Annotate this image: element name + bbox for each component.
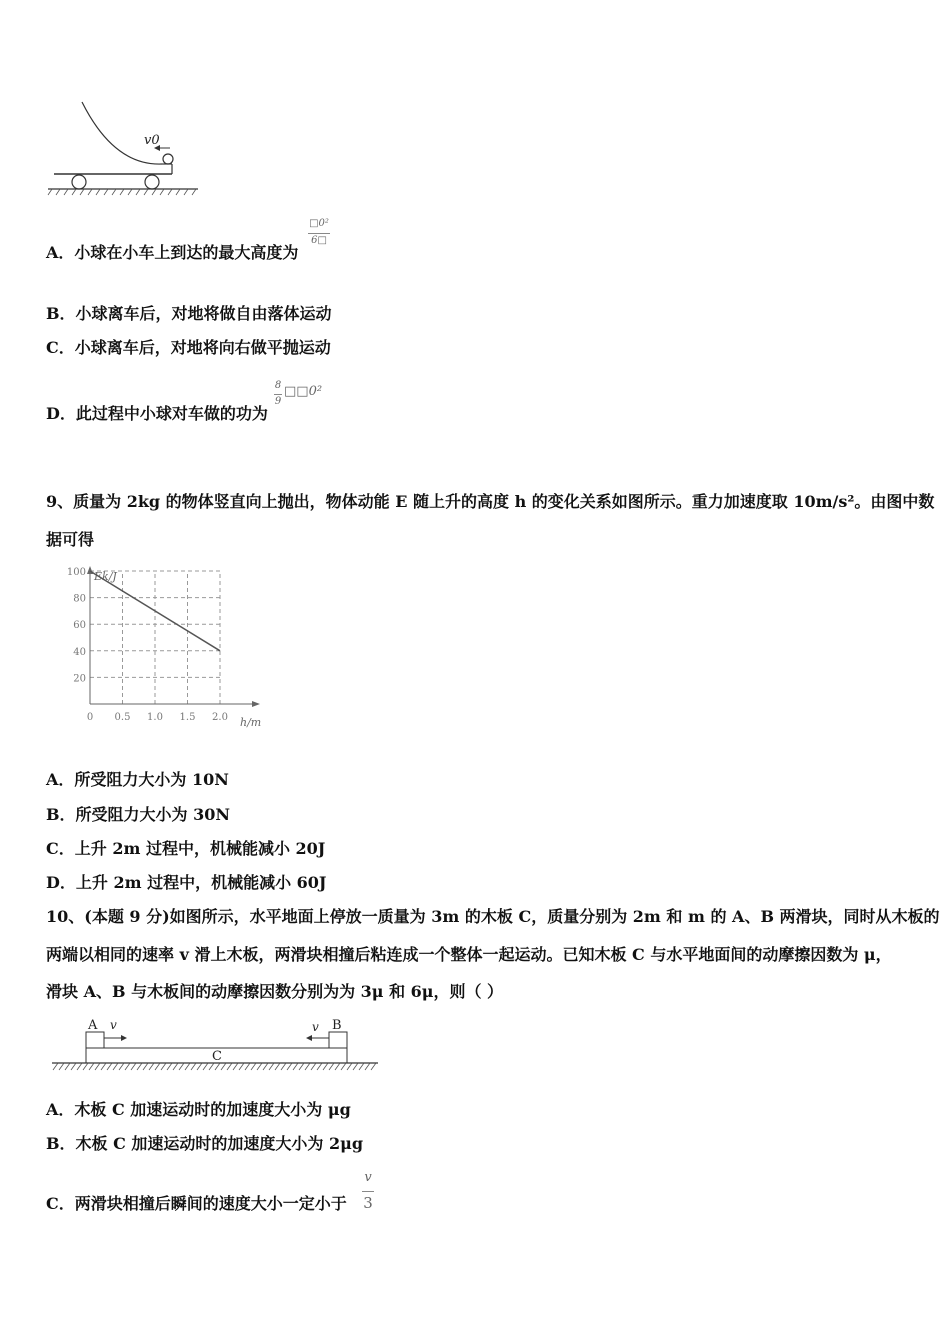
q8-a-frac-num: □0² (309, 218, 329, 229)
option-text: 所受阻力大小为 30N (75, 805, 230, 824)
option-label: C． (46, 338, 75, 357)
option-text: 上升 2m 过程中，机械能减小 60J (75, 873, 327, 892)
q8-option-a (46, 243, 298, 263)
option-label: A． (46, 1100, 75, 1119)
q10-option-b (46, 1134, 363, 1154)
y-tick-label: 40 (73, 646, 86, 658)
q10-stem-line2: 两端以相同的速率 v 滑上木板，两滑块相撞后粘连成一个整体一起运动。已知木板 C 与水平地面间的动摩擦因数为 μ， (46, 945, 892, 964)
option-label: A． (46, 770, 75, 789)
ball (163, 154, 173, 164)
q10-c-frac-num: v (364, 1170, 372, 1185)
q9-option-b (46, 805, 230, 825)
q10-option-a (46, 1100, 351, 1120)
x-axis-label: h/m (240, 716, 262, 729)
cart-wheel-left (72, 175, 86, 189)
velocity-a-label: v (110, 1018, 117, 1032)
y-tick-label: 20 (73, 673, 86, 685)
cart-wheel-right (145, 175, 159, 189)
option-label: A． (46, 243, 75, 262)
tick-labels (67, 567, 228, 723)
option-text: 此过程中小球对车做的功为 (75, 404, 268, 423)
q8-d-frac-num: 8 (274, 380, 282, 391)
y-tick-label: 80 (73, 593, 86, 605)
y-tick-label: 100 (66, 567, 86, 578)
q8-a-frac-den: 6□ (311, 235, 327, 246)
option-text: 小球离车后，对地将向右做平抛运动 (74, 338, 331, 357)
y-axis-label: Ek/J (94, 570, 117, 583)
option-text: 木板 C 加速运动时的加速度大小为 2μg (75, 1134, 364, 1153)
option-text: 两滑块相撞后瞬间的速度大小一定小于 (74, 1194, 347, 1213)
option-text: 小球离车后，对地将做自由落体运动 (75, 304, 332, 323)
option-text: 所受阻力大小为 10N (74, 770, 229, 789)
velocity-b-label: v (312, 1020, 319, 1034)
ground-hatching (53, 1063, 376, 1070)
x-axis-arrow (252, 701, 260, 707)
q10-c-frac-den: 3 (363, 1194, 373, 1212)
x-tick-label: 1.5 (179, 712, 196, 723)
x-tick-label: 0.5 (114, 712, 131, 723)
option-label: D． (46, 873, 76, 892)
v0-label: v0 (144, 133, 160, 148)
q9-stem-line1: 9、质量为 2kg 的物体竖直向上抛出，物体动能 E 随上升的高度 h 的变化关系如图所示。重力加速度取 10m/s²。由图中数 (46, 492, 935, 511)
block-a-label: A (88, 1018, 98, 1033)
y-tick-label: 60 (73, 620, 86, 632)
q10-stem-line3: 滑块 A、B 与木板间的动摩擦因数分别为为 3μ 和 6μ，则（ ） (46, 982, 504, 1001)
q9-option-a (46, 770, 229, 790)
q10-option-c (46, 1194, 347, 1214)
option-label: C． (46, 1194, 75, 1213)
q9-option-c (46, 839, 325, 859)
ground-hatching (48, 189, 196, 195)
option-text: 木板 C 加速运动时的加速度大小为 μg (74, 1100, 351, 1119)
x-tick-label: 2.0 (212, 712, 228, 723)
board-blocks-figure (50, 1014, 382, 1076)
block-a (86, 1032, 104, 1048)
option-label: B． (46, 805, 76, 824)
ek-h-chart (56, 562, 270, 754)
block-b (329, 1032, 347, 1048)
option-text: 小球在小车上到达的最大高度为 (74, 243, 299, 262)
cart-track-figure (44, 96, 204, 200)
option-label: C． (46, 839, 75, 858)
option-text: 上升 2m 过程中，机械能减小 20J (74, 839, 326, 858)
x-tick-label: 1.0 (147, 712, 163, 723)
option-label: D． (46, 404, 76, 423)
chart-grid (90, 571, 220, 704)
option-label: B． (46, 304, 76, 323)
q9-option-d (46, 873, 327, 893)
q8-option-c (46, 338, 331, 358)
q8-option-d (46, 404, 268, 424)
option-label: B． (46, 1134, 76, 1153)
block-b-label: B (332, 1018, 342, 1033)
board-c-label: C (212, 1049, 222, 1064)
q8-option-b (46, 304, 332, 324)
q10-stem-line1: 10、(本题 9 分)如图所示，水平地面上停放一质量为 3m 的木板 C，质量分别为 2m 和 m 的 A、B 两滑块，同时从木板的 (46, 907, 940, 926)
q8-d-frac-den: 9 (274, 396, 282, 407)
q9-stem-line2: 据可得 (46, 530, 95, 549)
q8-d-tail: □□0² (284, 384, 323, 399)
x-tick-label: 0 (86, 712, 94, 723)
